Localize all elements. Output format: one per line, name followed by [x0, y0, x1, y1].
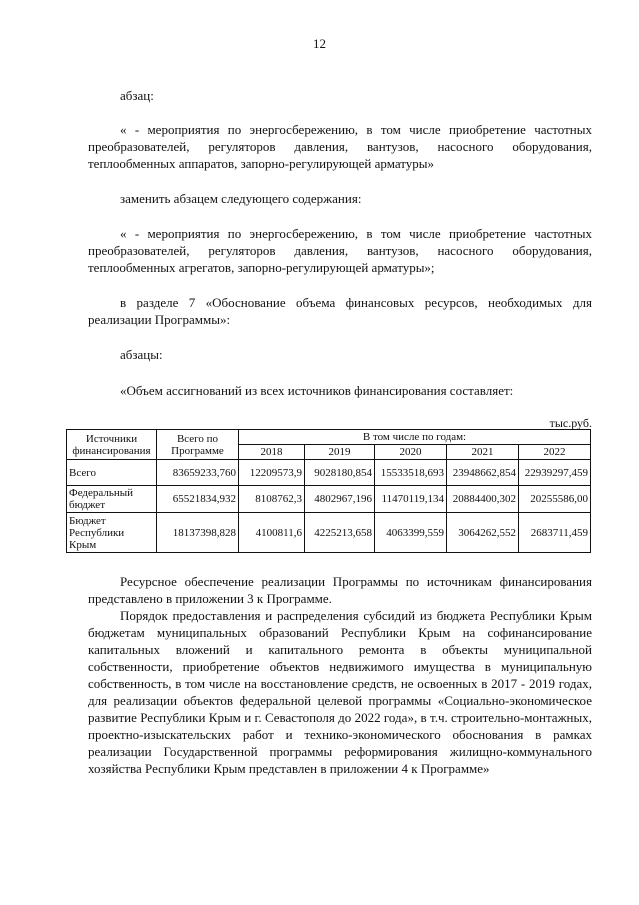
page-number: 12	[313, 36, 326, 51]
table-row	[67, 513, 591, 553]
cell-value: 23948662,854	[447, 460, 519, 486]
cell-value: 4063399,559	[375, 513, 447, 553]
table-row	[67, 460, 591, 486]
header-year: 2021	[447, 445, 519, 460]
cell-value: 9028180,854	[305, 460, 375, 486]
cell-value: 8108762,3	[239, 486, 305, 513]
row-total: 65521834,932	[157, 486, 239, 513]
row-total: 83659233,760	[157, 460, 239, 486]
header-year: 2019	[305, 445, 375, 460]
row-name: Федеральный бюджет	[67, 486, 157, 513]
header-total: Всего по Программе	[157, 430, 239, 460]
paragraph-replace: заменить абзацем следующего содержания:	[120, 191, 362, 206]
header-sources: Источники финансирования	[67, 430, 157, 460]
cell-value: 15533518,693	[375, 460, 447, 486]
table-row	[67, 486, 591, 513]
row-name: Всего	[67, 460, 157, 486]
paragraph-resource: Ресурсное обеспечение реализации Программы по источникам финансирования представлено в приложении 3 к Программе.	[88, 574, 592, 606]
row-total: 18137398,828	[157, 513, 239, 553]
unit-label: тыс.руб.	[549, 416, 592, 430]
cell-value: 3064262,552	[447, 513, 519, 553]
paragraph-volume: «Объем ассигнований из всех источников финансирования составляет:	[120, 383, 514, 398]
paragraph-order: Порядок предоставления и распределения субсидий из бюджета Республики Крым бюджетам муниципальных образований Республики Крым на софинансирование капитальных вложений и капитального ремонта в объекты муниципальной собственности, приобретение объектов недвижимого имущества в муниципальную собственность, в том числе на восстановление средств, не освоенных в 2017 - 2019 годах, для реализации объектов федеральной целевой программы «Социально-экономическое развитие Республики Крым и г. Севастополя до 2022 года», в т.ч. строительно-монтажных, проектно-изыскательских работ и технико-экономического обоснования в рамках реализации Государственной программы реформирования жилищно-коммунального хозяйства Республики Крым представлен в приложении 4 к Программе»	[88, 608, 592, 776]
header-year: 2020	[375, 445, 447, 460]
cell-value: 11470119,134	[375, 486, 447, 513]
header-year: 2018	[239, 445, 305, 460]
cell-value: 2683711,459	[519, 513, 591, 553]
row-name: Бюджет Республики Крым	[67, 513, 157, 553]
financing-table	[66, 429, 591, 553]
header-year: 2022	[519, 445, 591, 460]
cell-value: 4100811,6	[239, 513, 305, 553]
cell-value: 22939297,459	[519, 460, 591, 486]
header-by-years: В том числе по годам:	[239, 430, 591, 445]
cell-value: 4225213,658	[305, 513, 375, 553]
cell-value: 20884400,302	[447, 486, 519, 513]
paragraph-quote-old: « - мероприятия по энергосбережению, в том числе приобретение частотных преобразователей, регуляторов давления, вантузов, насосного оборудования, теплообменных аппаратов, запорно-регулирующей арматуры»	[88, 122, 592, 171]
cell-value: 12209573,9	[239, 460, 305, 486]
cell-value: 4802967,196	[305, 486, 375, 513]
cell-value: 20255586,00	[519, 486, 591, 513]
paragraph-abzac: абзац:	[120, 88, 154, 103]
paragraph-abzacy: абзацы:	[120, 347, 163, 362]
paragraph-quote-new: « - мероприятия по энергосбережению, в том числе приобретение частотных преобразователей, регуляторов давления, вантузов, насосного оборудования, теплообменных агрегатов, запорно-регулирующей арматуры»;	[88, 226, 592, 275]
paragraph-section-7: в разделе 7 «Обоснование объема финансовых ресурсов, необходимых для реализации Программы»:	[88, 295, 592, 327]
